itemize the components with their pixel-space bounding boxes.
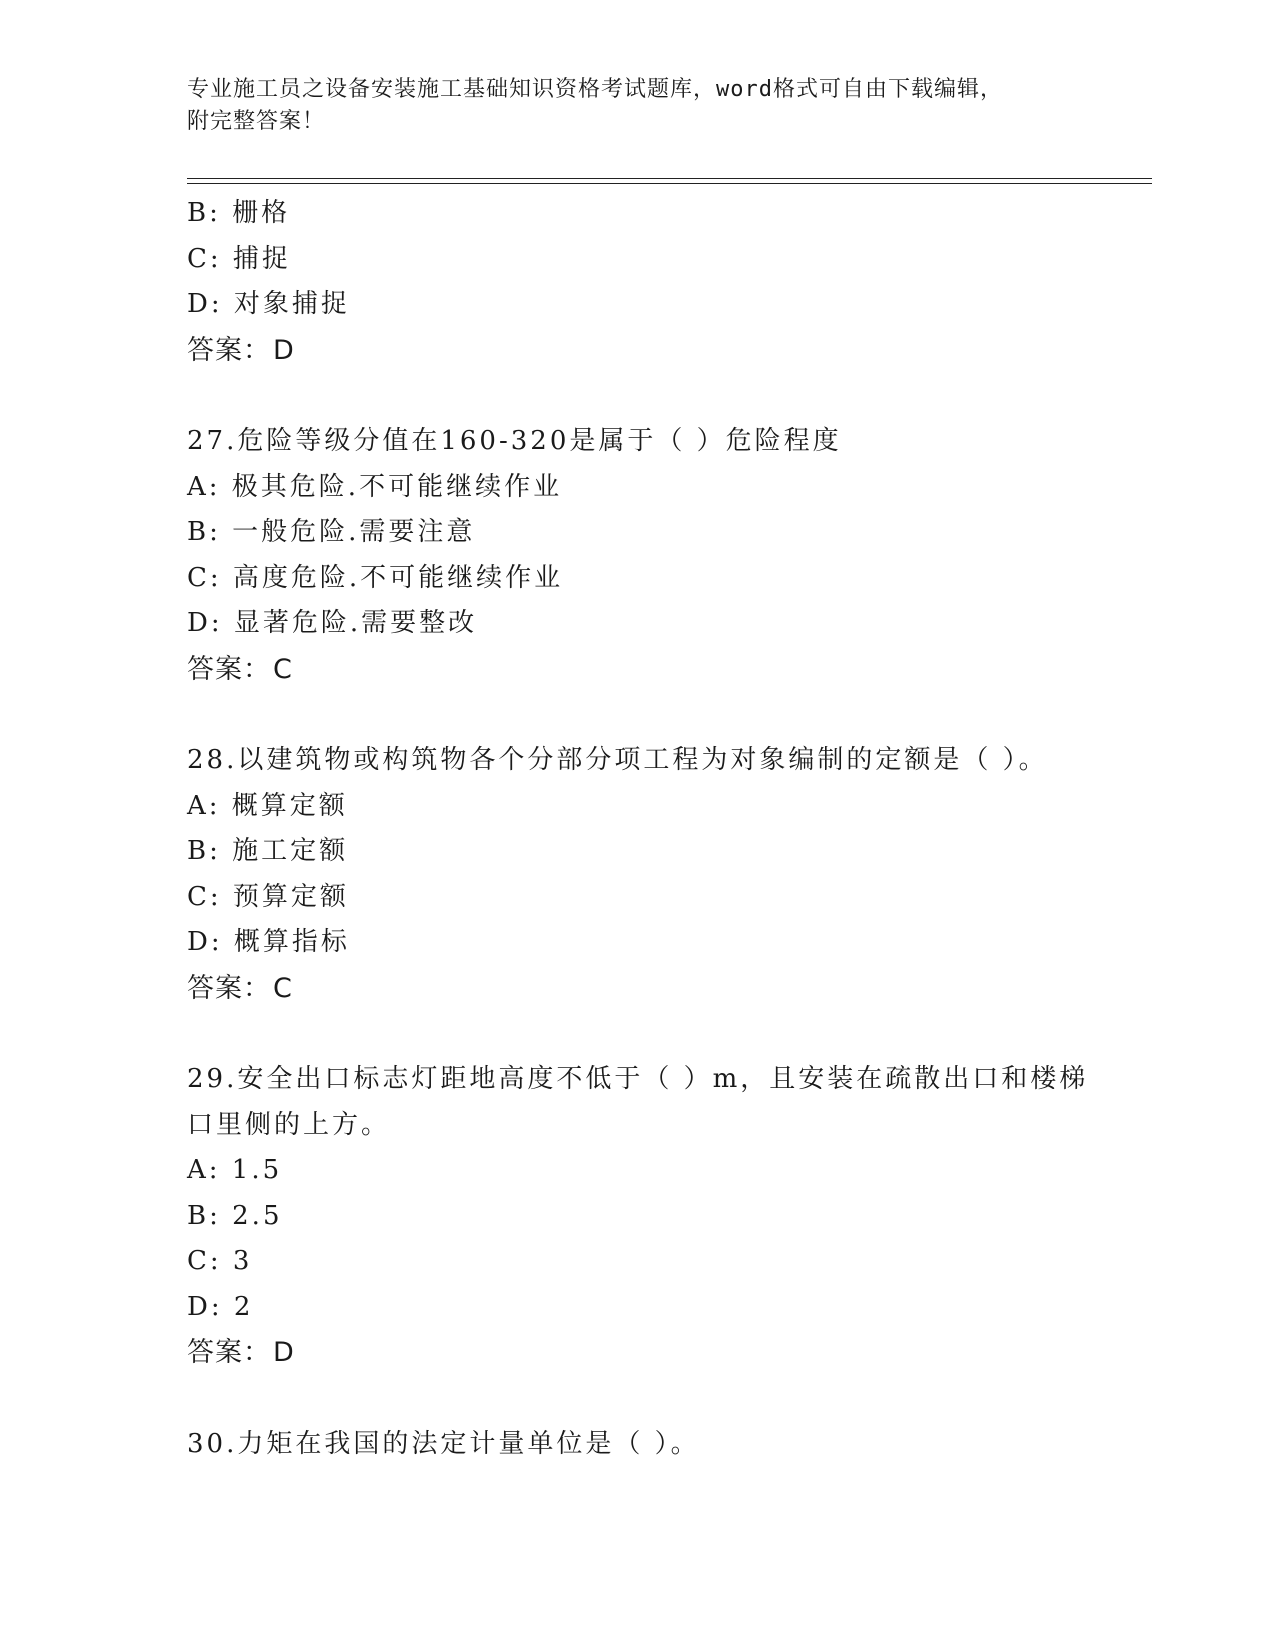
answer-line — [187, 966, 1107, 1012]
option-b: B: 一般危险.需要注意 — [187, 517, 476, 547]
question-content — [187, 191, 1107, 1467]
spacer — [187, 1011, 1107, 1057]
question-stem: 30.力矩在我国的法定计量单位是（ ）。 — [187, 1428, 700, 1459]
question-26-continued — [187, 191, 1107, 373]
answer-value: C — [273, 653, 293, 685]
document-header: 专业施工员之设备安装施工基础知识资格考试题库，word格式可自由下载编辑， 附完整答案！ — [187, 77, 1003, 134]
answer-label: 答案： — [187, 972, 271, 1004]
question-28 — [187, 738, 1107, 1011]
answer-value: C — [273, 972, 293, 1004]
option-c: C: 预算定额 — [187, 881, 349, 912]
answer-line — [187, 1330, 1107, 1376]
option-c: C: 高度危险.不可能继续作业 — [187, 562, 564, 593]
spacer — [187, 692, 1107, 738]
option-b: B: 2.5 — [187, 1200, 283, 1231]
option-d: D: 概算指标 — [187, 927, 350, 957]
option-c: C: 捕捉 — [187, 243, 291, 274]
answer-value: D — [273, 1337, 295, 1368]
answer-value: D — [273, 334, 295, 366]
header-divider-top — [187, 178, 1152, 179]
option-a: A: 极其危险.不可能继续作业 — [187, 471, 563, 502]
option-b: B: 栅格 — [187, 198, 291, 228]
option-d: D: 对象捕捉 — [187, 289, 350, 319]
answer-line — [187, 328, 1107, 374]
option-a: A: 1.5 — [187, 1155, 283, 1185]
question-stem: 28.以建筑物或构筑物各个分部分项工程为对象编制的定额是（ ）。 — [187, 745, 1048, 775]
option-b: B: 施工定额 — [187, 836, 349, 866]
spacer — [187, 1376, 1107, 1422]
question-29 — [187, 1057, 1107, 1376]
option-a: A: 概算定额 — [187, 790, 348, 821]
answer-label: 答案： — [187, 1337, 271, 1368]
question-stem: 27.危险等级分值在160-320是属于（ ）危险程度 — [187, 426, 842, 456]
header-divider-bottom — [187, 183, 1152, 184]
question-27 — [187, 419, 1107, 692]
option-c: C: 3 — [187, 1246, 253, 1276]
spacer — [187, 373, 1107, 419]
answer-label: 答案： — [187, 653, 271, 685]
answer-label: 答案： — [187, 334, 271, 366]
answer-line — [187, 647, 1107, 693]
question-stem: 29.安全出口标志灯距地高度不低于（ ）m，且安装在疏散出口和楼梯 口里侧的上方。 — [187, 1064, 1089, 1140]
option-d: D: 显著危险.需要整改 — [187, 608, 478, 638]
option-d: D: 2 — [187, 1291, 254, 1322]
question-30 — [187, 1422, 1107, 1468]
